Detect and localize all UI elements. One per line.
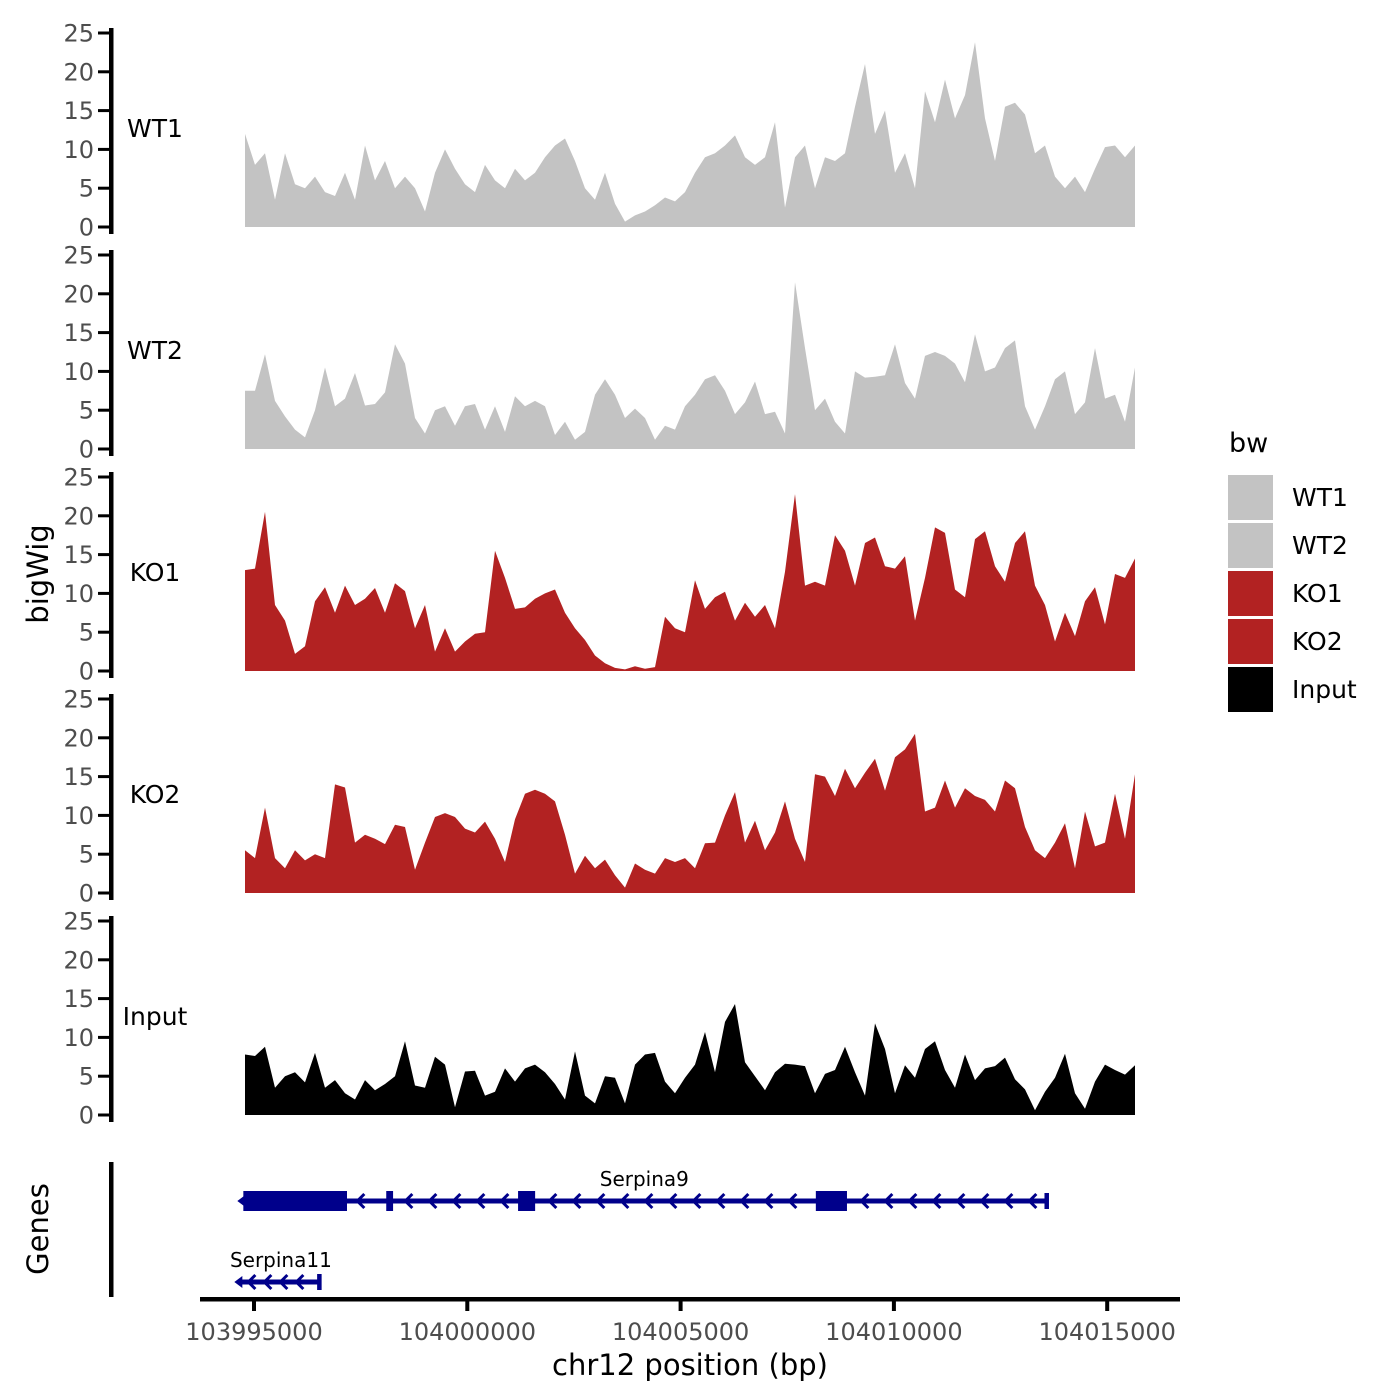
x-tick-label: 104000000: [398, 1318, 537, 1346]
genes-axis-line: [109, 1162, 114, 1297]
y-tick-label-ko1: 0: [78, 657, 94, 686]
y-tick-label-wt2: 0: [78, 435, 94, 464]
legend-label-wt1: WT1: [1292, 483, 1348, 512]
y-tick-label-input: 20: [63, 946, 94, 975]
y-tick-label-input: 15: [63, 985, 94, 1014]
y-tick-label-input: 5: [78, 1062, 94, 1091]
x-tick-label: 104005000: [611, 1318, 750, 1346]
y-tick-label-wt2: 25: [63, 241, 94, 270]
y-tick-input: [98, 920, 111, 923]
y-tick-label-input: 0: [78, 1101, 94, 1130]
y-tick-label-ko1: 10: [63, 579, 94, 608]
y-tick-label-wt2: 20: [63, 280, 94, 309]
legend-entry-ko1: [1228, 571, 1357, 616]
y-tick-wt2: [98, 448, 111, 451]
y-tick-ko2: [98, 853, 111, 856]
y-tick-ko2: [98, 698, 111, 701]
legend-entry-wt2: [1228, 523, 1357, 568]
track-label-ko2: KO2: [129, 780, 181, 809]
y-tick-label-wt2: 5: [78, 396, 94, 425]
y-tick-ko1: [98, 592, 111, 595]
y-tick-wt1: [98, 109, 111, 112]
x-tick-label: 104015000: [1038, 1318, 1176, 1346]
y-tick-ko2: [98, 892, 111, 895]
legend-label-ko2: KO2: [1292, 627, 1343, 656]
y-tick-ko2: [98, 814, 111, 817]
legend-entry-input: [1228, 667, 1357, 712]
gene-serpina9-exon-0: [243, 1191, 347, 1211]
y-tick-wt1: [98, 32, 111, 35]
y-tick-wt2: [98, 370, 111, 373]
y-tick-label-ko2: 0: [78, 879, 94, 908]
y-tick-ko2: [98, 736, 111, 739]
gene-serpina9-exon-2: [518, 1191, 535, 1211]
y-tick-wt1: [98, 70, 111, 73]
x-axis-title: chr12 position (bp): [552, 1348, 828, 1382]
y-tick-ko1: [98, 631, 111, 634]
y-tick-label-ko2: 5: [78, 840, 94, 869]
y-tick-label-ko1: 5: [78, 618, 94, 647]
legend-swatch-input: [1228, 667, 1273, 712]
y-tick-label-ko1: 15: [63, 541, 94, 570]
coverage-area-input: [245, 1004, 1135, 1115]
track-label-wt2: WT2: [127, 336, 183, 365]
legend-swatch-ko2: [1228, 619, 1273, 664]
y-tick-wt1: [98, 148, 111, 151]
y-tick-wt2: [98, 409, 111, 412]
legend-swatch-wt2: [1228, 523, 1273, 568]
x-tick: [465, 1301, 469, 1311]
gene-serpina11-end-bar: [317, 1274, 322, 1290]
gene-serpina9-label: Serpina9: [599, 1167, 689, 1191]
y-tick-input: [98, 997, 111, 1000]
y-tick-label-wt1: 10: [63, 135, 94, 164]
legend: [1228, 428, 1357, 715]
track-label-ko1: KO1: [129, 558, 181, 587]
legend-title: bw: [1229, 428, 1269, 459]
y-tick-wt2: [98, 292, 111, 295]
y-tick-input: [98, 1075, 111, 1078]
y-tick-label-wt1: 25: [63, 19, 94, 48]
x-tick-label: 103995000: [185, 1318, 323, 1346]
y-tick-input: [98, 1114, 111, 1117]
y-tick-ko1: [98, 670, 111, 673]
y-tick-label-wt1: 20: [63, 58, 94, 87]
y-tick-wt1: [98, 187, 111, 190]
y-tick-label-input: 25: [63, 907, 94, 936]
y-tick-ko2: [98, 775, 111, 778]
y-tick-label-ko1: 25: [63, 463, 94, 492]
y-tick-ko1: [98, 476, 111, 479]
coverage-area-ko1: [245, 494, 1135, 671]
track-label-wt1: WT1: [127, 114, 183, 143]
y-tick-label-ko2: 25: [63, 685, 94, 714]
track-label-input: Input: [122, 1002, 188, 1031]
gene-serpina9-start-tip-icon: [237, 1195, 245, 1207]
y-tick-label-wt2: 10: [63, 357, 94, 386]
y-tick-ko1: [98, 553, 111, 556]
x-tick: [1105, 1301, 1109, 1311]
y-tick-wt1: [98, 226, 111, 229]
gene-serpina9-exon-3: [816, 1191, 847, 1211]
legend-swatch-wt1: [1228, 475, 1273, 520]
legend-label-input: Input: [1292, 675, 1357, 704]
y-tick-label-wt1: 5: [78, 174, 94, 203]
y-tick-ko1: [98, 514, 111, 517]
legend-label-ko1: KO1: [1292, 579, 1343, 608]
y-tick-label-ko2: 20: [63, 724, 94, 753]
x-tick: [892, 1301, 896, 1311]
coverage-area-wt2: [245, 282, 1135, 449]
coverage-area-wt1: [245, 42, 1135, 227]
x-tick: [679, 1301, 683, 1311]
x-tick: [252, 1301, 256, 1311]
y-axis-title-genes: Genes: [21, 1183, 55, 1275]
y-tick-wt2: [98, 254, 111, 257]
y-tick-label-wt1: 15: [63, 97, 94, 126]
y-tick-input: [98, 1036, 111, 1039]
x-axis-line: [200, 1297, 1180, 1302]
y-tick-label-ko2: 15: [63, 763, 94, 792]
y-tick-label-ko2: 10: [63, 801, 94, 830]
y-tick-input: [98, 958, 111, 961]
y-tick-label-input: 10: [63, 1023, 94, 1052]
y-axis-title-bigwig: bigWig: [21, 524, 55, 624]
y-tick-wt2: [98, 331, 111, 334]
gene-serpina9-end-bar: [1044, 1193, 1049, 1209]
x-tick-label: 104010000: [825, 1318, 963, 1346]
legend-entries: [1228, 475, 1357, 712]
gene-serpina9-exon-1: [386, 1191, 393, 1211]
legend-entry-wt1: [1228, 475, 1357, 520]
gene-serpina11-label: Serpina11: [229, 1248, 332, 1272]
legend-label-wt2: WT2: [1292, 531, 1348, 560]
coverage-area-ko2: [245, 734, 1135, 893]
gene-serpina11-start-tip-icon: [234, 1276, 242, 1288]
y-tick-label-ko1: 20: [63, 502, 94, 531]
legend-entry-ko2: [1228, 619, 1357, 664]
y-tick-label-wt2: 15: [63, 319, 94, 348]
legend-swatch-ko1: [1228, 571, 1273, 616]
y-tick-label-wt1: 0: [78, 213, 94, 242]
